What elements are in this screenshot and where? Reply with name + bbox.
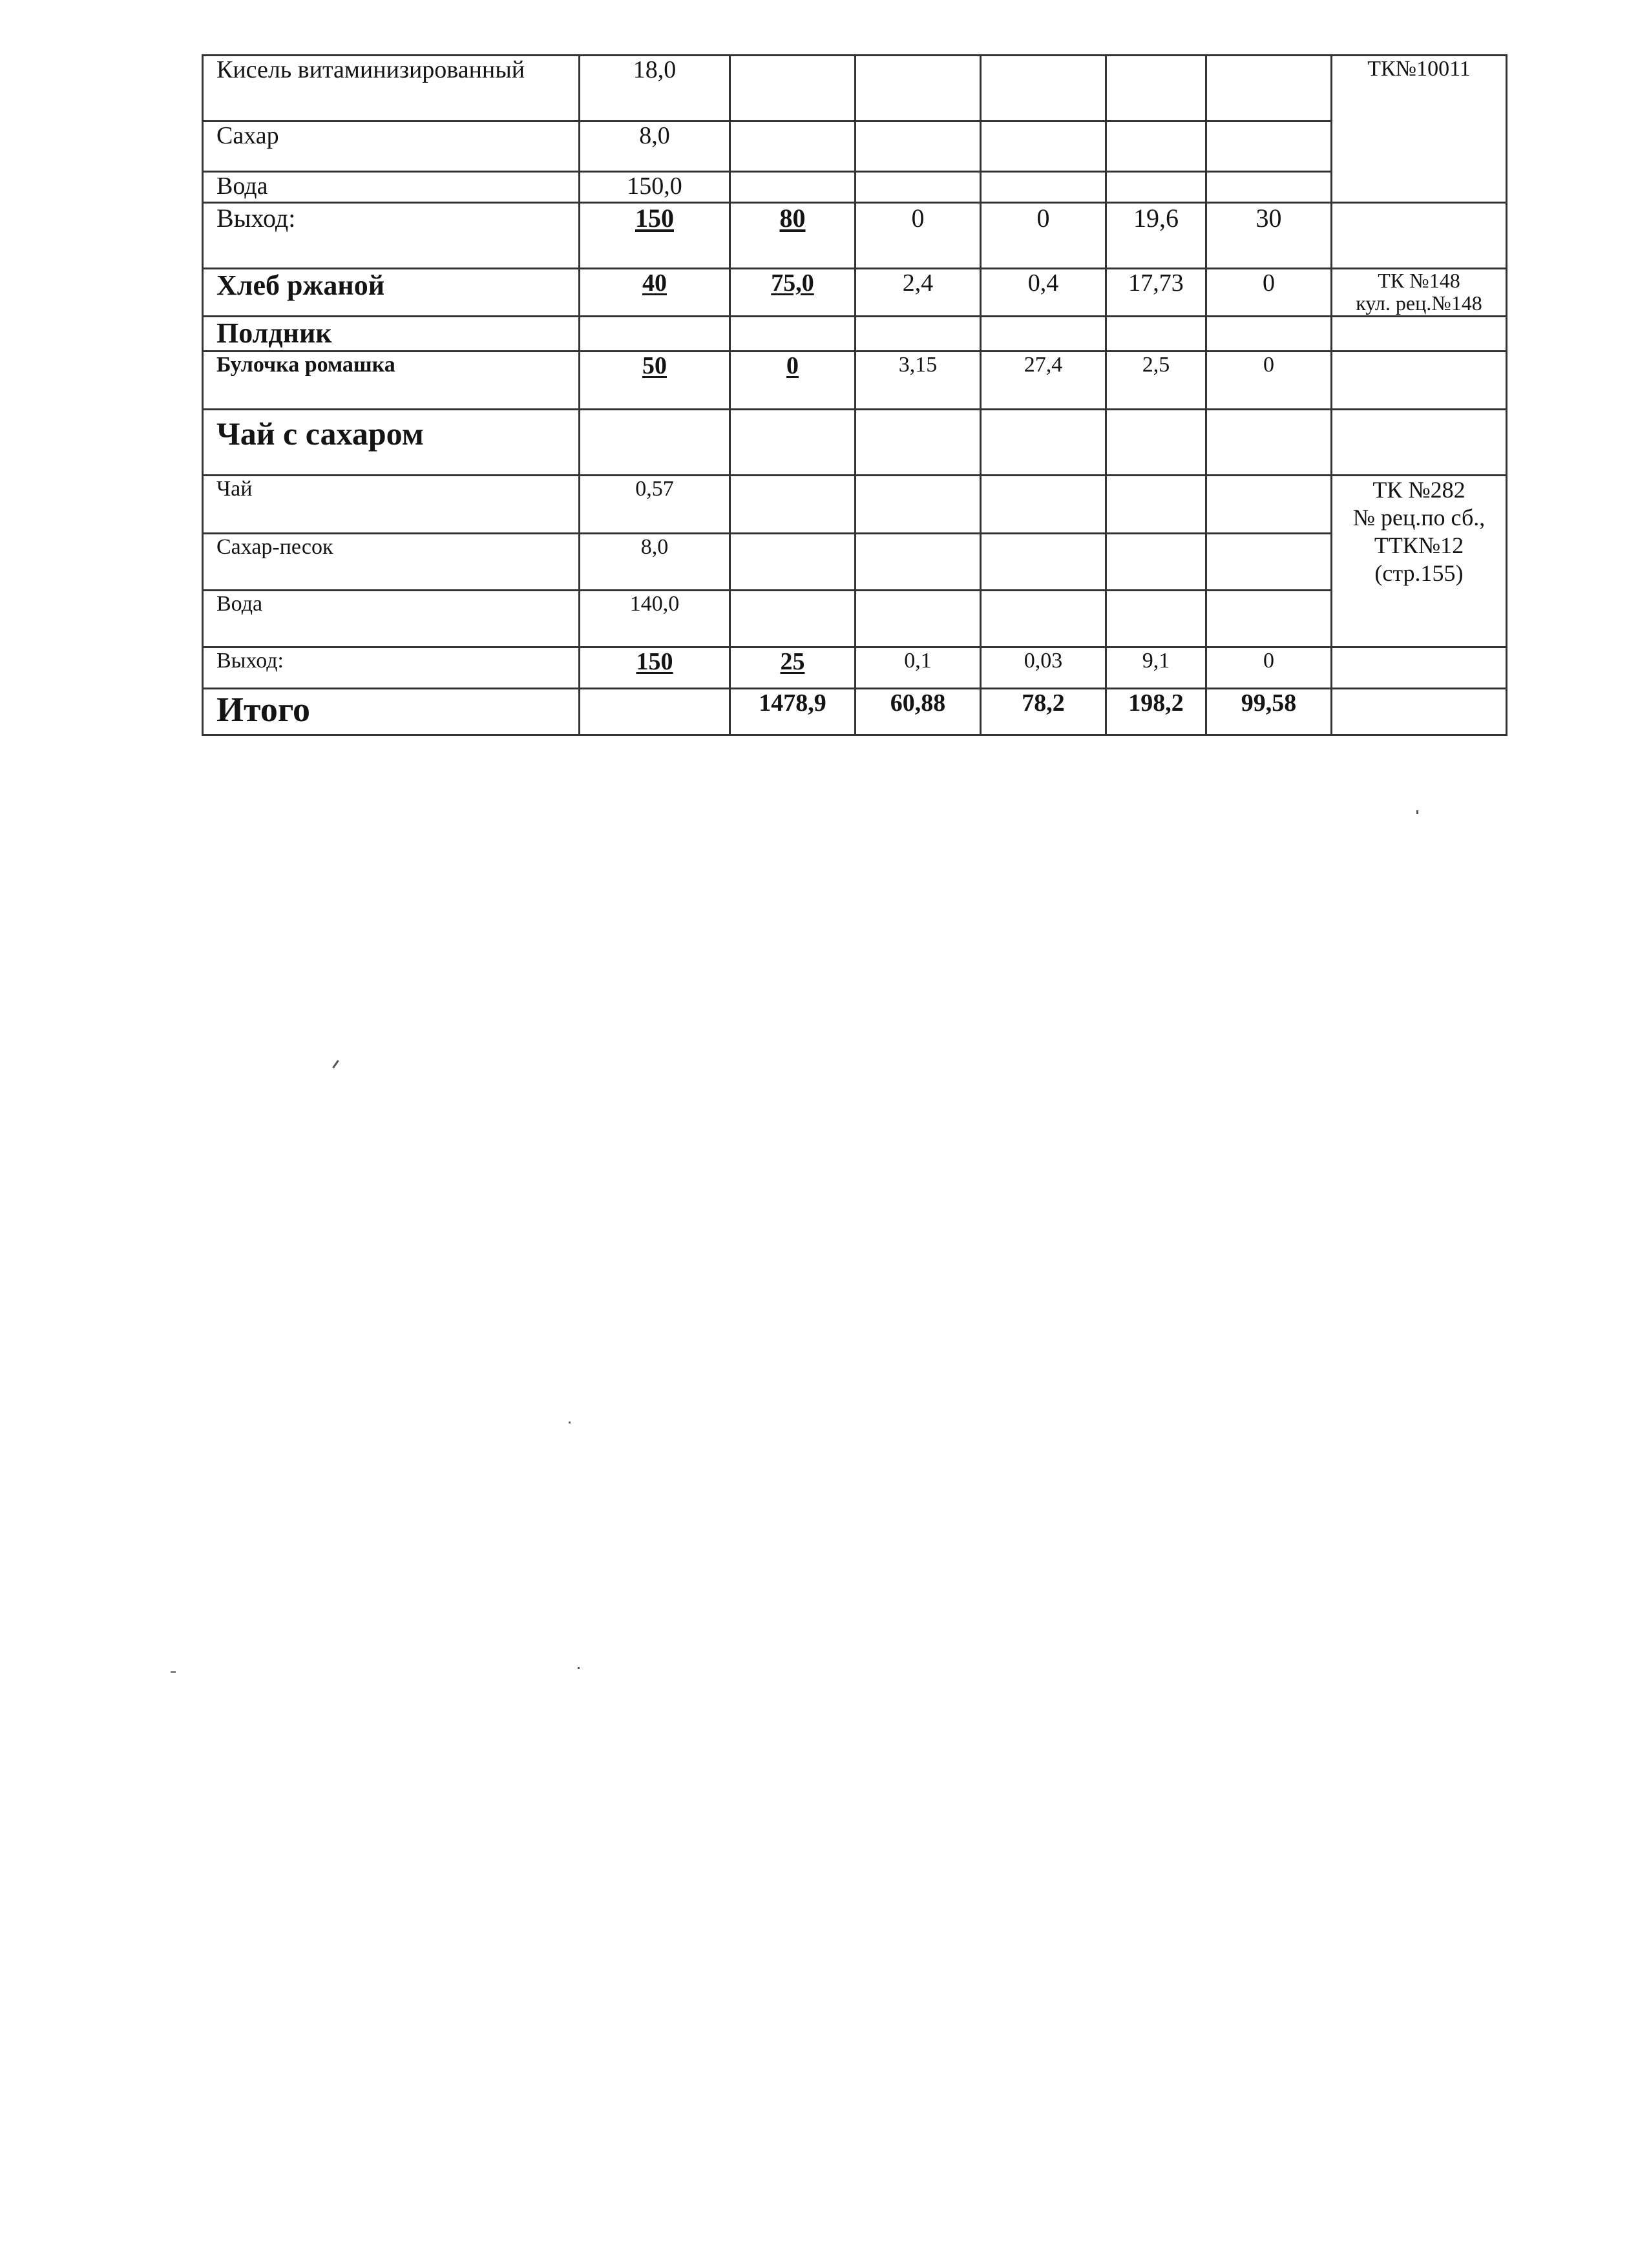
menu-table	[202, 54, 1507, 736]
item-name: Сахар	[203, 121, 580, 172]
item-qty: 18,0	[580, 56, 730, 121]
total-value: 1478,9	[730, 688, 856, 735]
scan-artifact	[1416, 810, 1418, 814]
item-name: Булочка ромашка	[203, 351, 580, 409]
value-cell: 19,6	[1106, 203, 1206, 269]
scan-artifact	[569, 1422, 571, 1423]
table-row	[203, 172, 1507, 203]
scan-artifact	[578, 1667, 580, 1669]
item-name: Вода	[203, 172, 580, 203]
table-row	[203, 269, 1507, 317]
table-row	[203, 56, 1507, 121]
total-value: 99,58	[1206, 688, 1332, 735]
scan-artifact	[332, 1060, 339, 1068]
item-qty: 150	[580, 647, 730, 688]
value-cell: 0	[1206, 351, 1332, 409]
value-cell: 2,5	[1106, 351, 1206, 409]
value-cell: 0	[1206, 269, 1332, 317]
recipe-ref-line: (стр.155)	[1374, 560, 1464, 587]
value-cell: 0,03	[981, 647, 1106, 688]
table-row	[203, 533, 1507, 590]
item-name: Сахар-песок	[203, 533, 580, 590]
section-heading: Чай с сахаром	[203, 409, 580, 475]
value-cell: 27,4	[981, 351, 1106, 409]
total-value: 78,2	[981, 688, 1106, 735]
item-qty: 150	[580, 203, 730, 269]
value-cell: 0	[730, 351, 856, 409]
total-value: 198,2	[1106, 688, 1206, 735]
recipe-ref	[1332, 269, 1507, 317]
item-qty: 0,57	[580, 475, 730, 533]
item-qty: 40	[580, 269, 730, 317]
table-row	[203, 121, 1507, 172]
value-cell: 0,4	[981, 269, 1106, 317]
item-name: Выход:	[203, 647, 580, 688]
value-cell: 0,1	[856, 647, 981, 688]
recipe-ref-line: ТК №282	[1372, 476, 1465, 503]
scan-artifact	[171, 1671, 176, 1673]
recipe-ref-line: ТК №148	[1378, 269, 1460, 292]
table-row	[203, 647, 1507, 688]
item-name: Выход:	[203, 203, 580, 269]
value-cell: 3,15	[856, 351, 981, 409]
value-cell: 0	[981, 203, 1106, 269]
table-row	[203, 409, 1507, 475]
recipe-ref-line: ТТК№12	[1374, 532, 1464, 558]
total-value: 60,88	[856, 688, 981, 735]
value-cell: 2,4	[856, 269, 981, 317]
value-cell: 0	[856, 203, 981, 269]
value-cell: 25	[730, 647, 856, 688]
table-row	[203, 351, 1507, 409]
value-cell: 17,73	[1106, 269, 1206, 317]
value-cell: 75,0	[730, 269, 856, 317]
value-cell: 9,1	[1106, 647, 1206, 688]
table-row	[203, 317, 1507, 352]
recipe-ref-line: № рец.по сб.,	[1352, 504, 1486, 530]
item-name: Кисель витаминизированный	[203, 56, 580, 121]
table-row	[203, 475, 1507, 533]
value-cell: 0	[1206, 647, 1332, 688]
total-label: Итого	[203, 688, 580, 735]
recipe-ref-line: кул. рец.№148	[1356, 291, 1482, 315]
item-qty: 8,0	[580, 121, 730, 172]
item-name: Хлеб ржаной	[203, 269, 580, 317]
item-qty: 140,0	[580, 590, 730, 647]
recipe-ref: ТК№10011	[1332, 56, 1507, 203]
item-qty: 150,0	[580, 172, 730, 203]
value-cell: 30	[1206, 203, 1332, 269]
item-qty: 50	[580, 351, 730, 409]
value-cell: 80	[730, 203, 856, 269]
section-heading: Полдник	[203, 317, 580, 352]
table-row	[203, 590, 1507, 647]
item-name: Вода	[203, 590, 580, 647]
table-row	[203, 688, 1507, 735]
item-qty: 8,0	[580, 533, 730, 590]
table-row	[203, 203, 1507, 269]
item-name: Чай	[203, 475, 580, 533]
recipe-ref	[1332, 475, 1507, 647]
